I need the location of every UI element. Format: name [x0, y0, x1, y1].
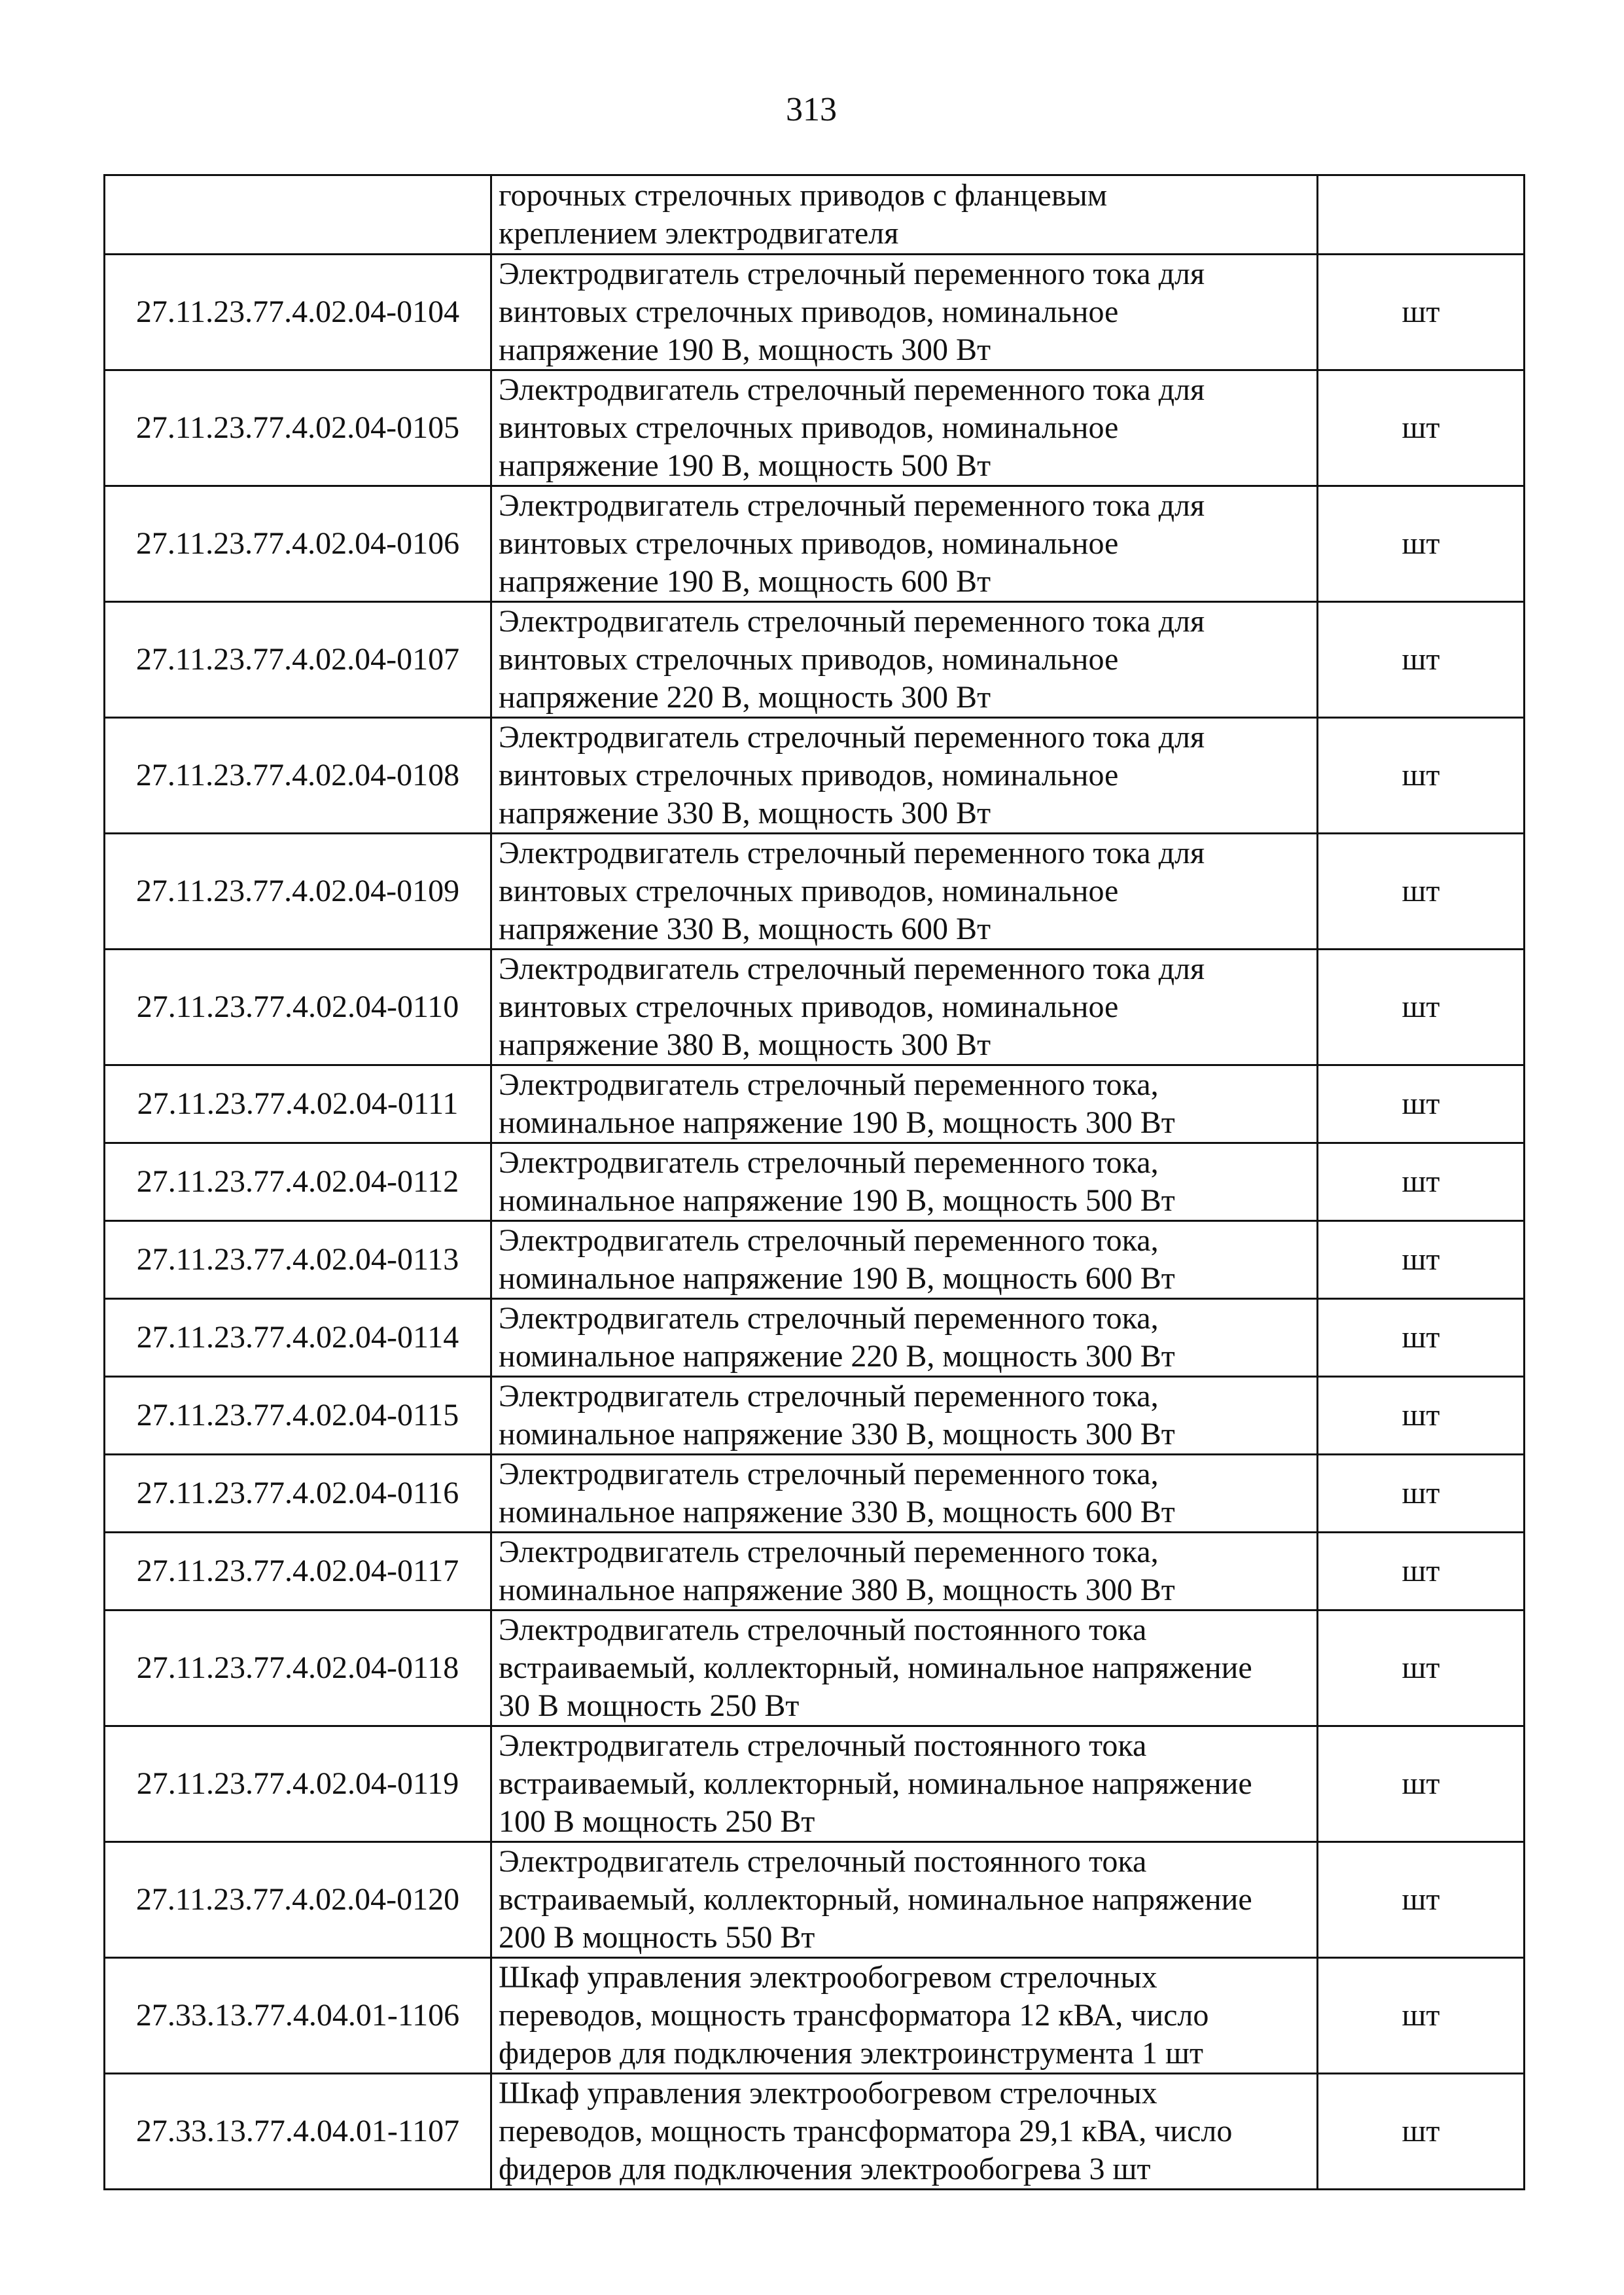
- item-description: [491, 1726, 1318, 1842]
- description-line: номинальное напряжение 330 В, мощность 600 Вт: [499, 1495, 1175, 1529]
- item-description: [491, 1533, 1318, 1610]
- description-line: Электродвигатель стрелочный переменного тока для: [499, 952, 1205, 986]
- description-line: Электродвигатель стрелочный переменного тока,: [499, 1457, 1159, 1491]
- description-line: Электродвигатель стрелочный переменного тока,: [499, 1379, 1159, 1414]
- description-line: номинальное напряжение 220 В, мощность 300 Вт: [499, 1339, 1175, 1374]
- table-row: [105, 2074, 1525, 2190]
- description-line: напряжение 330 В, мощность 300 Вт: [499, 796, 991, 830]
- description-line: напряжение 190 В, мощность 300 Вт: [499, 332, 991, 367]
- item-unit: шт: [1318, 486, 1525, 602]
- item-code: 27.11.23.77.4.02.04-0114: [105, 1299, 491, 1377]
- description-line: фидеров для подключения электроинструмента 1 шт: [499, 2036, 1203, 2071]
- table-row: [105, 1726, 1525, 1842]
- description-line: номинальное напряжение 190 В, мощность 500 Вт: [499, 1183, 1175, 1218]
- item-code: 27.11.23.77.4.02.04-0120: [105, 1842, 491, 1958]
- item-unit: шт: [1318, 1610, 1525, 1726]
- description-line: Шкаф управления электрообогревом стрелочных: [499, 1960, 1157, 1995]
- description-line: встраиваемый, коллекторный, номинальное напряжение: [499, 1882, 1252, 1917]
- description-line: Электродвигатель стрелочный переменного тока для: [499, 372, 1205, 407]
- item-unit: шт: [1318, 950, 1525, 1065]
- table-row: [105, 1221, 1525, 1299]
- item-code: 27.11.23.77.4.02.04-0109: [105, 834, 491, 950]
- page-number: 313: [786, 91, 837, 128]
- description-line: напряжение 330 В, мощность 600 Вт: [499, 912, 991, 946]
- description-line: Электродвигатель стрелочный переменного тока,: [499, 1223, 1159, 1258]
- table-row: [105, 1610, 1525, 1726]
- description-line: напряжение 220 В, мощность 300 Вт: [499, 680, 991, 715]
- item-description: [491, 1377, 1318, 1455]
- description-line: 100 В мощность 250 Вт: [499, 1804, 815, 1839]
- description-line: переводов, мощность трансформатора 12 кВА, число: [499, 1998, 1209, 2033]
- description-line: винтовых стрелочных приводов, номинальное: [499, 989, 1119, 1024]
- table-row: [105, 1143, 1525, 1221]
- description-line: Электродвигатель стрелочный переменного тока для: [499, 488, 1205, 523]
- item-description: [491, 602, 1318, 718]
- table-row: [105, 950, 1525, 1065]
- description-line: номинальное напряжение 330 В, мощность 300 Вт: [499, 1417, 1175, 1451]
- description-line: 200 В мощность 550 Вт: [499, 1920, 815, 1955]
- item-description: [491, 1143, 1318, 1221]
- item-unit: шт: [1318, 1958, 1525, 2074]
- description-line: встраиваемый, коллекторный, номинальное напряжение: [499, 1650, 1252, 1685]
- item-code: 27.33.13.77.4.04.01-1107: [105, 2074, 491, 2190]
- description-line: креплением электродвигателя: [499, 216, 899, 251]
- table-row: [105, 1533, 1525, 1610]
- description-line: Электродвигатель стрелочный постоянного тока: [499, 1612, 1147, 1647]
- description-line: винтовых стрелочных приводов, номинальное: [499, 642, 1119, 677]
- description-line: Электродвигатель стрелочный переменного тока для: [499, 836, 1205, 870]
- description-line: напряжение 190 В, мощность 600 Вт: [499, 564, 991, 599]
- item-unit: шт: [1318, 1533, 1525, 1610]
- item-code: 27.11.23.77.4.02.04-0106: [105, 486, 491, 602]
- description-line: Электродвигатель стрелочный постоянного тока: [499, 1728, 1147, 1763]
- item-code: 27.11.23.77.4.02.04-0117: [105, 1533, 491, 1610]
- item-description: [491, 2074, 1318, 2190]
- description-line: Электродвигатель стрелочный переменного тока для: [499, 604, 1205, 639]
- description-line: напряжение 380 В, мощность 300 Вт: [499, 1027, 991, 1062]
- table-row: [105, 175, 1525, 255]
- item-unit: шт: [1318, 370, 1525, 486]
- item-description: [491, 834, 1318, 950]
- item-code: 27.11.23.77.4.02.04-0107: [105, 602, 491, 718]
- item-unit: шт: [1318, 1377, 1525, 1455]
- item-code: 27.11.23.77.4.02.04-0112: [105, 1143, 491, 1221]
- description-line: Электродвигатель стрелочный переменного тока для: [499, 720, 1205, 755]
- table-row: [105, 1958, 1525, 2074]
- item-description: [491, 486, 1318, 602]
- materials-table: [103, 174, 1525, 2190]
- item-unit: шт: [1318, 602, 1525, 718]
- table-row: [105, 1455, 1525, 1533]
- table-row: [105, 1299, 1525, 1377]
- item-code: 27.11.23.77.4.02.04-0115: [105, 1377, 491, 1455]
- description-line: Электродвигатель стрелочный постоянного тока: [499, 1844, 1147, 1879]
- description-line: Электродвигатель стрелочный переменного тока,: [499, 1067, 1159, 1102]
- item-code: 27.11.23.77.4.02.04-0119: [105, 1726, 491, 1842]
- description-line: Электродвигатель стрелочный переменного тока,: [499, 1301, 1159, 1336]
- item-description: [491, 1455, 1318, 1533]
- item-description: [491, 718, 1318, 834]
- item-unit: шт: [1318, 255, 1525, 370]
- item-unit: шт: [1318, 834, 1525, 950]
- description-line: номинальное напряжение 190 В, мощность 300 Вт: [499, 1105, 1175, 1140]
- item-unit: шт: [1318, 1726, 1525, 1842]
- item-description: [491, 370, 1318, 486]
- table-row: [105, 718, 1525, 834]
- item-code: 27.11.23.77.4.02.04-0113: [105, 1221, 491, 1299]
- item-code: 27.11.23.77.4.02.04-0110: [105, 950, 491, 1065]
- description-line: винтовых стрелочных приводов, номинальное: [499, 410, 1119, 445]
- description-line: винтовых стрелочных приводов, номинальное: [499, 758, 1119, 792]
- table-body: [105, 175, 1525, 2190]
- table-row: [105, 370, 1525, 486]
- item-description: [491, 1299, 1318, 1377]
- table-row: [105, 255, 1525, 370]
- description-line: Электродвигатель стрелочный переменного тока для: [499, 257, 1205, 291]
- description-line: Электродвигатель стрелочный переменного тока,: [499, 1535, 1159, 1569]
- table-row: [105, 1065, 1525, 1143]
- description-line: фидеров для подключения электрообогрева 3 шт: [499, 2152, 1151, 2186]
- description-line: встраиваемый, коллекторный, номинальное напряжение: [499, 1766, 1252, 1801]
- item-code: 27.11.23.77.4.02.04-0118: [105, 1610, 491, 1726]
- item-code: 27.11.23.77.4.02.04-0111: [105, 1065, 491, 1143]
- item-unit: шт: [1318, 1221, 1525, 1299]
- description-line: горочных стрелочных приводов с фланцевым: [499, 178, 1108, 213]
- description-line: винтовых стрелочных приводов, номинальное: [499, 294, 1119, 329]
- description-line: 30 В мощность 250 Вт: [499, 1688, 800, 1723]
- table-row: [105, 1377, 1525, 1455]
- item-unit: шт: [1318, 2074, 1525, 2190]
- item-description: [491, 1610, 1318, 1726]
- table-row: [105, 486, 1525, 602]
- table-row: [105, 1842, 1525, 1958]
- item-description: [491, 1842, 1318, 1958]
- item-unit: шт: [1318, 1299, 1525, 1377]
- item-unit: шт: [1318, 718, 1525, 834]
- item-code: 27.11.23.77.4.02.04-0116: [105, 1455, 491, 1533]
- description-line: напряжение 190 В, мощность 500 Вт: [499, 448, 991, 483]
- description-line: Электродвигатель стрелочный переменного тока,: [499, 1145, 1159, 1180]
- item-description: [491, 255, 1318, 370]
- item-code: 27.33.13.77.4.04.01-1106: [105, 1958, 491, 2074]
- item-code: 27.11.23.77.4.02.04-0105: [105, 370, 491, 486]
- item-unit: шт: [1318, 1065, 1525, 1143]
- item-description: [491, 950, 1318, 1065]
- description-line: Шкаф управления электрообогревом стрелочных: [499, 2076, 1157, 2110]
- item-description: [491, 175, 1318, 255]
- table-row: [105, 834, 1525, 950]
- description-line: переводов, мощность трансформатора 29,1 кВА, число: [499, 2114, 1233, 2148]
- description-line: винтовых стрелочных приводов, номинальное: [499, 874, 1119, 908]
- description-line: номинальное напряжение 190 В, мощность 600 Вт: [499, 1261, 1175, 1296]
- table-row: [105, 602, 1525, 718]
- item-unit: шт: [1318, 1842, 1525, 1958]
- item-description: [491, 1065, 1318, 1143]
- description-line: винтовых стрелочных приводов, номинальное: [499, 526, 1119, 561]
- item-code: [105, 175, 491, 255]
- item-unit: [1318, 175, 1525, 255]
- item-description: [491, 1958, 1318, 2074]
- item-unit: шт: [1318, 1455, 1525, 1533]
- item-description: [491, 1221, 1318, 1299]
- item-code: 27.11.23.77.4.02.04-0108: [105, 718, 491, 834]
- item-code: 27.11.23.77.4.02.04-0104: [105, 255, 491, 370]
- item-unit: шт: [1318, 1143, 1525, 1221]
- description-line: номинальное напряжение 380 В, мощность 300 Вт: [499, 1573, 1175, 1607]
